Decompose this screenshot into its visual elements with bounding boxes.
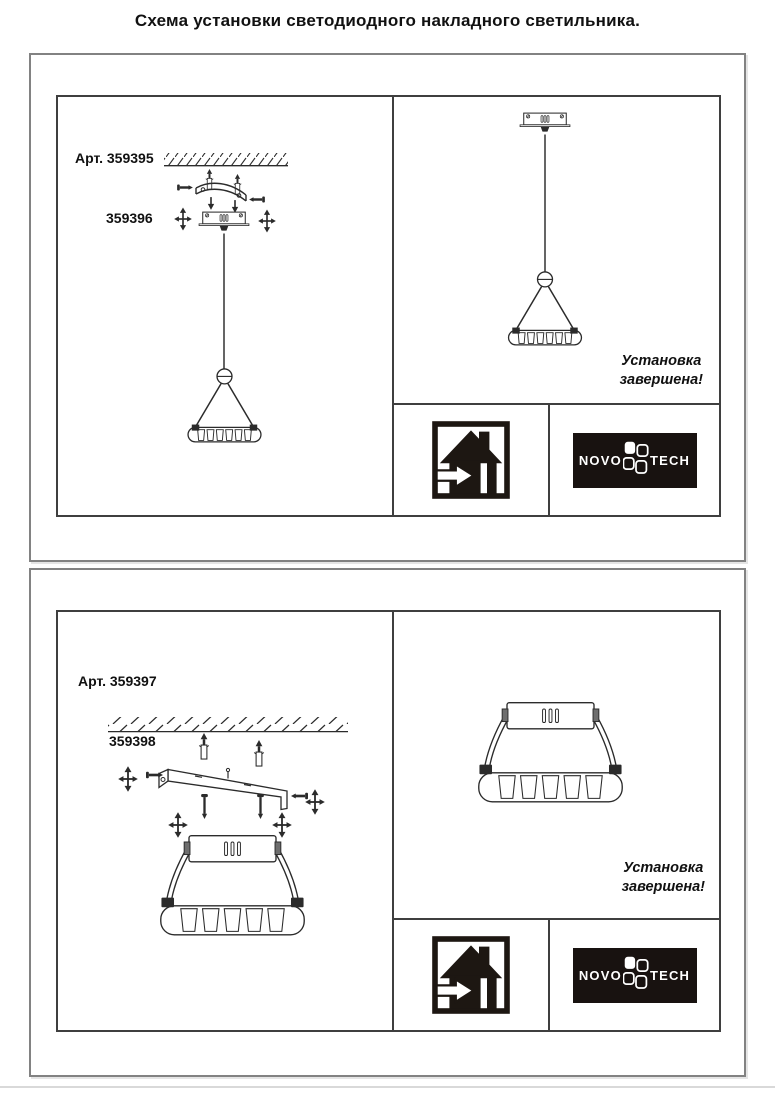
page-edge-line <box>0 1086 775 1088</box>
logo-text-left: NOVO <box>578 967 622 983</box>
novotech-pinwheel-icon <box>623 440 649 480</box>
down-arrow-icon <box>208 197 214 210</box>
logo-text-right: TECH <box>649 452 691 468</box>
assembly-cell <box>58 97 394 515</box>
side-screw-icon <box>249 197 265 203</box>
screw-cross-icon <box>272 812 292 837</box>
logo-text-left: NOVO <box>578 452 622 468</box>
article-line2: 359396 <box>106 210 153 226</box>
pictogram-cell <box>394 920 550 1030</box>
side-screw-icon <box>177 185 193 191</box>
article-line2: 359398 <box>109 733 156 749</box>
wall-anchor-icon <box>254 740 264 766</box>
wall-anchor-icon <box>199 733 209 759</box>
fixing-screw-icon <box>257 794 264 819</box>
indoor-use-house-icon <box>431 420 511 500</box>
pendant-luminaire <box>509 272 582 345</box>
screw-cross-icon <box>118 766 138 791</box>
panel-surface-models <box>29 568 746 1077</box>
status-line2: завершена! <box>619 372 703 388</box>
logo-text-right: TECH <box>649 967 691 983</box>
status-line1: Установка <box>621 353 702 369</box>
screw-cross-icon <box>258 210 276 233</box>
novotech-pinwheel-icon <box>623 955 649 995</box>
mounting-bracket <box>159 768 287 809</box>
indoor-use-house-icon <box>431 935 511 1015</box>
status-line2: завершена! <box>621 879 705 895</box>
side-screw-icon <box>291 793 308 799</box>
ceiling-hatch <box>108 717 348 732</box>
brand-cell <box>550 405 719 515</box>
article-line1: Арт. 359395 <box>75 150 154 166</box>
screw-cross-icon <box>174 208 192 231</box>
status-line1: Установка <box>623 860 704 876</box>
panel-inner-frame <box>56 610 721 1032</box>
ceiling-canopy <box>199 212 249 230</box>
ceiling-canopy <box>520 113 570 131</box>
article-line1: Арт. 359397 <box>78 673 157 689</box>
wall-anchor-icon <box>206 169 214 189</box>
assembly-diagram-pendant <box>58 97 392 515</box>
page-title: Схема установки светодиодного накладного светильника. <box>134 11 641 30</box>
surface-luminaire <box>479 703 622 802</box>
assembly-cell <box>58 612 394 1030</box>
novotech-logo <box>573 948 697 1003</box>
screw-cross-icon <box>305 789 325 814</box>
status-text <box>622 859 705 897</box>
down-arrow-icon <box>232 200 238 213</box>
surface-luminaire <box>161 836 304 935</box>
novotech-logo <box>573 433 697 488</box>
status-text <box>620 352 703 390</box>
brand-cell <box>550 920 719 1030</box>
ceiling-hatch <box>164 153 288 166</box>
pictogram-cell <box>394 405 550 515</box>
fixing-screw-icon <box>201 794 208 819</box>
pendant-luminaire <box>188 369 261 442</box>
screw-cross-icon <box>168 812 188 837</box>
assembly-diagram-surface <box>58 612 392 1030</box>
panel-pendant-models <box>29 53 746 562</box>
installed-cell <box>394 612 719 920</box>
installed-cell <box>394 97 719 405</box>
panel-inner-frame <box>56 95 721 517</box>
